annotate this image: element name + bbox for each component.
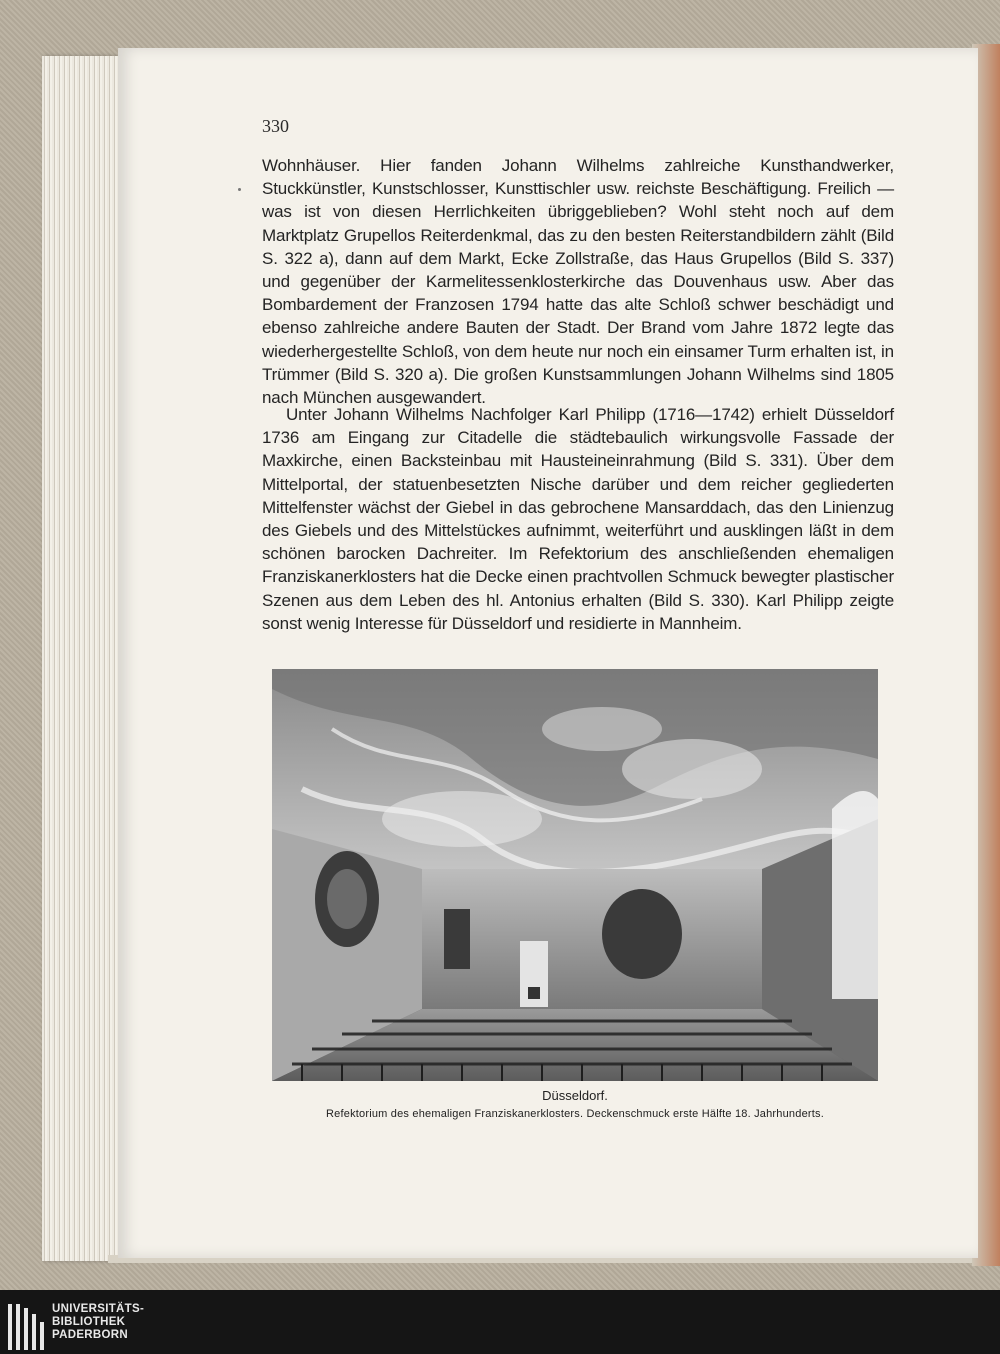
caption-title: Düsseldorf. (542, 1088, 608, 1103)
library-logo-line-1: UNIVERSITÄTS- (52, 1303, 145, 1315)
refectory-photo (272, 669, 878, 1081)
paragraph-2: Unter Johann Wilhelms Nachfolger Karl Philipp (1716—1742) erhielt Düsseldorf 1736 am Eingang zur Citadelle die städtebaulich wirkungsvolle Fassade der Maxkirche, einen Backsteinbau mit Hausteineinrahmung (Bild S. 331). Über dem Mittelportal, der statuenbesetzten Nische darüber und dem reicher gegliederten Mittelfenster wächst der Giebel in das gebrochene Mansarddach, das den Linienzug des Giebels und des Mittelstückes aufnimmt, weiterführt und ausklingen läßt in dem schönen barocken Dachreiter. Im Refektorium des anschließenden ehemaligen Franziskanerklosters hat die Decke einen prachtvollen Schmuck bewegter plastischer Szenen aus dem Leben des hl. Antonius erhalten (Bild S. 330). Karl Philipp zeigte sonst wenig Interesse für Düsseldorf und residierte in Mannheim. (262, 405, 894, 633)
library-logo-text (52, 1303, 144, 1342)
paragraph-1: Wohnhäuser. Hier fanden Johann Wilhelms zahlreiche Kunsthandwerker, Stuckkünstler, Kunstschlosser, Kunsttischler usw. reichste Beschäftigung. Freilich — was ist von diesen Herrlichkeiten übriggeblieben? Wohl steht noch auf dem Marktplatz Grupellos Reiterdenkmal, das zu den besten Reiterstandbildern zählt (Bild S. 322 a), dann auf dem Markt, Ecke Zollstraße, das Haus Grupellos (Bild S. 337) und gegenüber der Karmelitessenklosterkirche das Douvenhaus usw. Aber das Bombardement der Franzosen 1794 hatte das alte Schloß schwer beschädigt und ebenso zahlreiche andere Bauten der Stadt. Der Brand vom Jahre 1872 legte das wiederhergestellte Schloß, von dem heute nur noch ein einsamer Turm erhalten ist, in Trümmer (Bild S. 320 a). Die großen Kunstsammlungen Johann Wilhelms sind 1805 nach München ausgewandert. (262, 156, 894, 408)
caption-text: Refektorium des ehemaligen Franziskanerklosters. Deckenschmuck erste Hälfte 18. Jahrhunderts. (326, 1108, 824, 1120)
page-number: 330 (262, 116, 289, 136)
refectory-photo-illustration (272, 669, 878, 1081)
library-logo-line-2: BIBLIOTHEK (52, 1316, 126, 1328)
library-logo-icon (6, 1304, 46, 1350)
page-speck (238, 188, 241, 191)
library-footer (0, 1290, 1000, 1354)
library-logo-line-3: PADERBORN (52, 1329, 128, 1341)
